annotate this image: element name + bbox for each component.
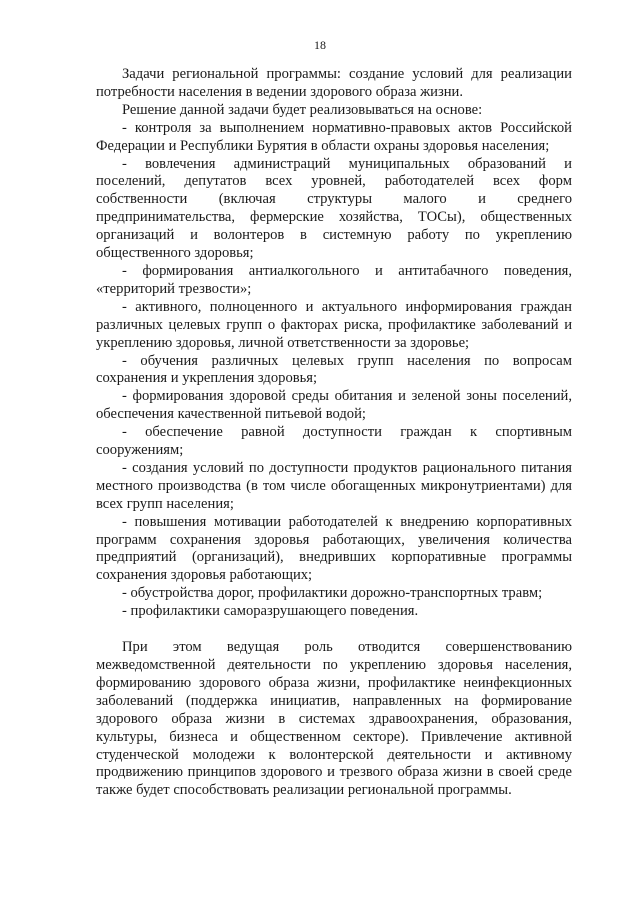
list-item-environment: - формирования здоровой среды обитания и зеленой зоны поселений, обеспечения качественной питьевой водой; xyxy=(96,388,572,423)
page-number: 18 xyxy=(314,38,326,52)
list-item-informing: - активного, полноценного и актуального информирования граждан различных целевых групп о факторах риска, профилактике заболеваний и укреплению здоровья, личной ответственности за здоровье; xyxy=(96,298,572,351)
list-item-sport-access: - обеспечение равной доступности граждан к спортивным сооружениям; xyxy=(96,424,572,459)
list-item-training: - обучения различных целевых групп населения по вопросам сохранения и укрепления здоровья; xyxy=(96,352,572,387)
paragraph-closing: При этом ведущая роль отводится совершенствованию межведомственной деятельности по укреплению здоровья населения, формированию здорового образа жизни, профилактике неинфекционных заболеваний (поддержка инициатив, направленных на формирование здорового образа жизни в системах здравоохранения, образования, культуры, бизнеса и общественном секторе). Привлечение активной студенческой молодежи к волонтерской деятельности и активному продвижению принципов здорового и трезвого образа жизни в своей среде также будет способствовать реализации региональной программы. xyxy=(96,639,572,799)
list-item-corporate-programs: - повышения мотивации работодателей к внедрению корпоративных программ сохранения здоровья работающих, увеличения количества предприятий (организаций), внедривших корпоративные программы сохранения здоровья работающих; xyxy=(96,513,572,584)
list-item-anti-alcohol: - формирования антиалкогольного и антитабачного поведения, «территорий трезвости»; xyxy=(96,262,572,297)
list-item-roads: - обустройства дорог, профилактики дорожно-транспортных травм; xyxy=(122,585,543,602)
list-item-legal-control: - контроля за выполнением нормативно-правовых актов Российской Федерации и Республики Бурятия в области охраны здоровья населения; xyxy=(96,119,572,154)
list-item-self-destructive: - профилактики саморазрушающего поведения. xyxy=(122,603,419,620)
paragraph-task: Задачи региональной программы: создание условий для реализации потребности населения в ведении здорового образа жизни. xyxy=(96,66,572,100)
document-body xyxy=(96,66,572,800)
list-item-nutrition: - создания условий по доступности продуктов рационального питания местного производства (в том числе обогащенных микронутриентами) для всех групп населения; xyxy=(96,459,572,512)
paragraph-solution-intro: Решение данной задачи будет реализовываться на основе: xyxy=(122,101,483,118)
list-item-involvement: - вовлечения администраций муниципальных образований и поселений, депутатов всех уровней, работодателей всех форм собственности (включая структуры малого и среднего предпринимательства, фермерские хозяйства, ТОСы), общественных организаций и волонтеров в системную работу по укреплению общественного здоровья; xyxy=(96,155,572,262)
